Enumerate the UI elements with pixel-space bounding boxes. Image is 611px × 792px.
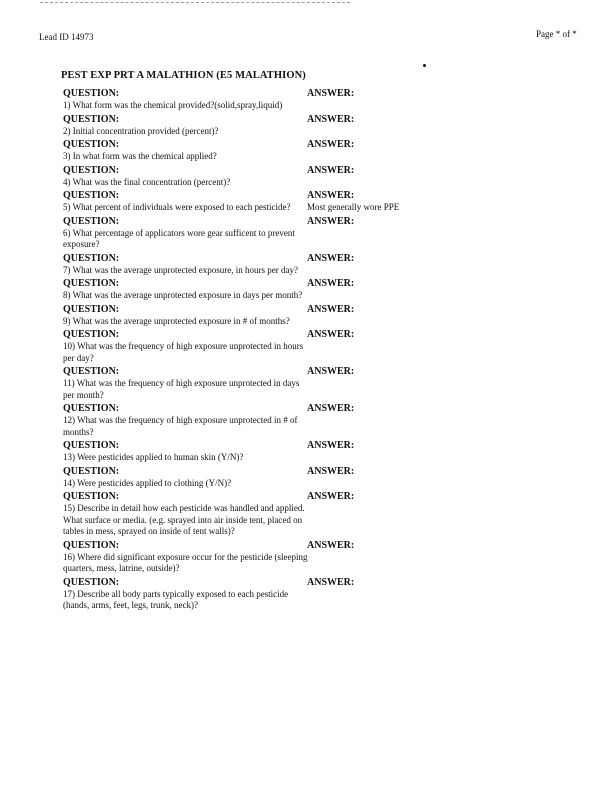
answer-block: [307, 366, 427, 378]
question-label: QUESTION:: [63, 329, 120, 340]
question-text: 4) What was the final concentration (percent)?: [63, 176, 231, 187]
question-block: [63, 466, 308, 490]
question-row: [63, 366, 423, 401]
question-block: [63, 577, 308, 612]
question-label: QUESTION:: [63, 576, 120, 588]
answer-label: ANSWER:: [307, 303, 355, 315]
question-label: QUESTION:: [63, 278, 120, 289]
answer-block: [307, 540, 427, 552]
question-block: [63, 216, 308, 251]
question-block: [63, 366, 308, 401]
question-block: [63, 491, 308, 538]
answer-label: ANSWER:: [307, 491, 355, 502]
question-label: QUESTION:: [63, 440, 120, 451]
question-label: QUESTION:: [63, 303, 120, 315]
question-row: [63, 253, 423, 277]
question-text: 14) Were pesticides applied to clothing (Y/N)?: [63, 477, 232, 488]
question-row: [63, 304, 423, 328]
question-block: [63, 88, 308, 112]
answer-block: [307, 114, 427, 126]
question-row: [63, 491, 423, 538]
answer-block: [307, 253, 427, 265]
question-row: [63, 577, 423, 612]
question-text: 7) What was the average unprotected exposure, in hours per day?: [63, 264, 298, 275]
answer-block: [307, 491, 427, 503]
scan-speck: [423, 64, 426, 67]
answer-block: [307, 88, 427, 100]
answer-label: ANSWER:: [307, 215, 355, 227]
question-row: [63, 540, 423, 575]
answer-block: [307, 190, 427, 214]
answer-block: [307, 577, 427, 589]
question-row: [63, 440, 423, 464]
question-text: 5) What percent of individuals were exposed to each pesticide?: [63, 202, 291, 212]
answer-block: [307, 304, 427, 316]
question-block: [63, 403, 308, 438]
question-text: 13) Were pesticides applied to human skin (Y/N)?: [63, 452, 244, 462]
question-block: [63, 278, 308, 302]
answer-label: ANSWER:: [307, 366, 355, 377]
question-label: QUESTION:: [63, 491, 120, 502]
question-text: 10) What was the frequency of high exposure unprotected in hours per day?: [63, 341, 304, 363]
question-row: [63, 88, 423, 112]
question-row: [63, 165, 423, 189]
question-label: QUESTION:: [63, 366, 120, 377]
answer-block: [307, 403, 427, 415]
question-block: [63, 114, 308, 138]
answer-block: [307, 165, 427, 177]
answer-label: ANSWER:: [307, 329, 355, 340]
answer-label: ANSWER:: [307, 465, 355, 477]
answer-label: ANSWER:: [307, 139, 355, 150]
question-label: QUESTION:: [63, 403, 120, 414]
form-title: PEST EXP PRT A MALATHION (E5 MALATHION): [61, 70, 306, 81]
question-block: [63, 304, 308, 328]
page-number: Page * of *: [536, 29, 577, 39]
answer-block: [307, 440, 427, 452]
question-label: QUESTION:: [63, 215, 120, 227]
question-block: [63, 165, 308, 189]
question-text: 6) What percentage of applicators wore gear sufficent to prevent exposure?: [63, 227, 295, 249]
answer-label: ANSWER:: [307, 190, 355, 201]
lead-id: Lead ID 14973: [39, 32, 94, 42]
answer-block: [307, 139, 427, 151]
question-text: 2) Initial concentration provided (percent)?: [63, 125, 219, 136]
answer-label: ANSWER:: [307, 113, 355, 125]
answer-block: [307, 278, 427, 290]
question-label: QUESTION:: [63, 164, 120, 176]
question-block: [63, 139, 308, 163]
answer-label: ANSWER:: [307, 403, 355, 414]
question-list: [63, 88, 423, 614]
question-row: [63, 114, 423, 138]
answer-label: ANSWER:: [307, 278, 355, 289]
question-text: 16) Where did significant exposure occur for the pesticide (sleeping quarters, mess, latrine, outside)?: [63, 551, 308, 573]
answer-text: Most generally wore PPE: [307, 202, 400, 212]
answer-block: [307, 466, 427, 478]
question-label: QUESTION:: [63, 252, 120, 264]
question-text: 11) What was the frequency of high exposure unprotected in days per month?: [63, 378, 300, 400]
answer-block: [307, 216, 427, 228]
question-label: QUESTION:: [63, 190, 120, 201]
answer-block: [307, 329, 427, 341]
answer-label: ANSWER:: [307, 88, 355, 99]
question-block: [63, 190, 308, 214]
question-text: 8) What was the average unprotected exposure in days per month?: [63, 290, 303, 300]
question-block: [63, 440, 308, 464]
question-block: [63, 253, 308, 277]
question-text: 15) Describe in detail how each pesticide was handled and applied. What surface or media. (e.g. sprayed into air inside tent, placed on tables in mess, sprayed on inside of tent walls)?: [63, 503, 305, 536]
question-label: QUESTION:: [63, 88, 120, 99]
answer-label: ANSWER:: [307, 539, 355, 551]
question-row: [63, 278, 423, 302]
question-row: [63, 466, 423, 490]
question-row: [63, 139, 423, 163]
question-text: 1) What form was the chemical provided?(solid,spray,liquid): [63, 100, 283, 110]
answer-label: ANSWER:: [307, 252, 355, 264]
question-text: 17) Describe all body parts typically exposed to each pesticide (hands, arms, feet, legs, trunk, neck)?: [63, 588, 289, 610]
question-row: [63, 329, 423, 364]
answer-label: ANSWER:: [307, 440, 355, 451]
question-text: 3) In what form was the chemical applied?: [63, 151, 217, 161]
question-label: QUESTION:: [63, 113, 120, 125]
question-block: [63, 329, 308, 364]
question-label: QUESTION:: [63, 139, 120, 150]
question-text: 9) What was the average unprotected exposure in # of months?: [63, 315, 290, 326]
question-label: QUESTION:: [63, 539, 120, 551]
question-row: [63, 216, 423, 251]
answer-label: ANSWER:: [307, 576, 355, 588]
question-row: [63, 403, 423, 438]
question-row: [63, 190, 423, 214]
question-label: QUESTION:: [63, 465, 120, 477]
question-text: 12) What was the frequency of high exposure unprotected in # of months?: [63, 415, 298, 437]
top-scan-rule: [40, 2, 350, 3]
answer-label: ANSWER:: [307, 164, 355, 176]
question-block: [63, 540, 308, 575]
